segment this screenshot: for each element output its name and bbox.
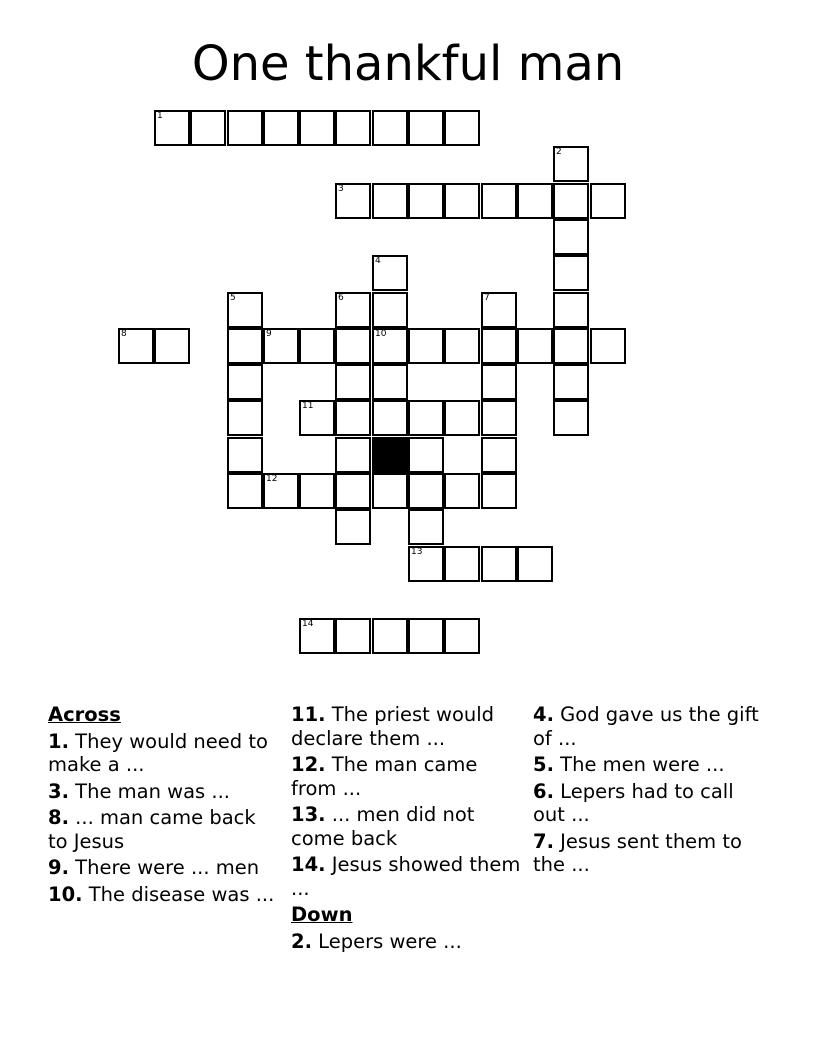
puzzle-title: One thankful man [191,36,625,92]
clue-number: 7. [533,829,554,853]
clue-across-8[interactable] [48,806,278,853]
grid-cell[interactable] [517,546,553,582]
cell-number: 8 [121,329,127,339]
grid-cell[interactable] [335,473,371,509]
grid-cell[interactable] [335,509,371,545]
grid-cell[interactable] [118,328,154,364]
cell-number: 12 [266,474,278,484]
cell-number: 9 [266,329,272,339]
grid-cell[interactable] [590,328,626,364]
grid-cell[interactable] [299,618,335,654]
grid-cell[interactable] [335,292,371,328]
grid-cell[interactable] [590,183,626,219]
grid-cell[interactable] [263,110,299,146]
clue-across-9[interactable] [48,856,278,880]
grid-cell[interactable] [481,292,517,328]
cell-number: 3 [338,184,344,194]
clue-across-3[interactable] [48,780,278,804]
grid-cell[interactable] [408,509,444,545]
cell-number: 1 [157,111,163,121]
cell-number: 6 [338,293,344,303]
clue-column-2 [291,703,521,956]
clue-across-11[interactable] [291,703,521,750]
grid-cell[interactable] [481,183,517,219]
grid-cell[interactable] [263,473,299,509]
grid-cell[interactable] [227,364,263,400]
grid-cell[interactable] [408,546,444,582]
grid-cell[interactable] [372,292,408,328]
cell-number: 14 [302,619,314,629]
grid-cell[interactable] [553,328,589,364]
cell-number: 2 [556,147,562,157]
clue-number: 6. [533,779,554,803]
clue-number: 12. [291,753,326,776]
clue-down-5[interactable] [533,753,763,777]
clue-down-7[interactable] [533,830,763,877]
grid-cell[interactable] [299,110,335,146]
grid-cell[interactable] [408,110,444,146]
grid-cell[interactable] [444,110,480,146]
grid-cell[interactable] [335,183,371,219]
grid-cell[interactable] [335,110,371,146]
clue-number: 4. [533,703,554,726]
grid-cell[interactable] [408,473,444,509]
grid-cell[interactable] [517,183,553,219]
grid-cell[interactable] [227,437,263,473]
grid-cell[interactable] [444,183,480,219]
cell-number: 13 [411,547,423,557]
grid-cell[interactable] [227,110,263,146]
grid-cell[interactable] [481,364,517,400]
grid-cell[interactable] [154,328,190,364]
clue-across-1[interactable] [48,730,278,777]
grid-cell[interactable] [299,328,335,364]
clue-text: Lepers were ... [311,929,462,953]
grid-cell[interactable] [227,328,263,364]
black-square [372,437,408,473]
grid-cell[interactable] [481,546,517,582]
clue-text: The men were ... [553,753,725,776]
grid-cell[interactable] [335,364,371,400]
cell-number: 11 [302,401,314,411]
cell-number: 4 [375,256,381,266]
clue-down-2[interactable] [291,930,521,954]
clue-across-14[interactable] [291,853,521,900]
grid-cell[interactable] [335,437,371,473]
grid-cell[interactable] [444,400,480,436]
clue-across-10[interactable] [48,883,278,907]
clue-number: 1. [48,729,69,753]
clue-text: God gave us the gift of ... [533,703,759,750]
grid-cell[interactable] [154,110,190,146]
grid-cell[interactable] [481,400,517,436]
grid-cell[interactable] [372,400,408,436]
clue-column-3 [533,703,763,880]
across-heading: Across [48,703,121,726]
clue-number: 13. [291,803,326,826]
grid-cell[interactable] [227,473,263,509]
clue-down-6[interactable] [533,780,763,827]
grid-cell[interactable] [481,473,517,509]
grid-cell[interactable] [372,255,408,291]
clue-text: The man came from ... [291,753,478,800]
grid-cell[interactable] [408,400,444,436]
grid-cell[interactable] [444,618,480,654]
grid-cell[interactable] [372,618,408,654]
clue-number: 3. [48,779,69,803]
clue-text: Jesus showed them ... [291,853,521,900]
clue-text: ... men did not come back [291,803,475,850]
grid-cell[interactable] [553,183,589,219]
clue-text: The priest would declare them ... [291,703,495,750]
clue-number: 14. [291,853,326,876]
grid-cell[interactable] [408,183,444,219]
grid-cell[interactable] [553,219,589,255]
clue-across-13[interactable] [291,803,521,850]
grid-cell[interactable] [372,328,408,364]
clue-text: Lepers had to call out ... [533,779,734,826]
clue-text: Jesus sent them to the ... [533,829,742,876]
grid-cell[interactable] [553,292,589,328]
clue-text: There were ... men [68,856,260,879]
cell-number: 7 [484,293,490,303]
clue-text: The disease was ... [82,882,275,906]
grid-cell[interactable] [553,146,589,182]
clue-column-1 [48,703,278,909]
grid-cell[interactable] [408,328,444,364]
down-heading: Down [291,903,353,926]
cell-number: 10 [375,329,387,339]
grid-cell[interactable] [335,328,371,364]
clue-number: 10. [48,882,83,906]
grid-cell[interactable] [481,437,517,473]
grid-cell[interactable] [553,364,589,400]
clue-number: 8. [48,806,69,829]
grid-cell[interactable] [372,183,408,219]
grid-cell[interactable] [227,292,263,328]
clue-text: The man was ... [68,779,231,803]
grid-cell[interactable] [444,473,480,509]
grid-cell[interactable] [444,328,480,364]
grid-cell[interactable] [408,437,444,473]
cell-number: 5 [230,293,236,303]
grid-cell[interactable] [372,473,408,509]
grid-cell[interactable] [372,110,408,146]
clue-across-12[interactable] [291,753,521,800]
grid-cell[interactable] [190,110,226,146]
clue-number: 11. [291,703,326,726]
grid-cell[interactable] [335,618,371,654]
clue-down-4[interactable] [533,703,763,750]
clue-number: 5. [533,753,554,776]
clue-text: ... man came back to Jesus [48,806,256,853]
grid-cell[interactable] [372,364,408,400]
grid-cell[interactable] [299,400,335,436]
grid-cell[interactable] [299,473,335,509]
grid-cell[interactable] [263,328,299,364]
clue-number: 9. [48,856,69,879]
clue-text: They would need to make a ... [48,729,268,776]
grid-cell[interactable] [227,400,263,436]
grid-cell[interactable] [553,255,589,291]
grid-cell[interactable] [408,618,444,654]
grid-cell[interactable] [553,400,589,436]
grid-cell[interactable] [444,546,480,582]
grid-cell[interactable] [517,328,553,364]
grid-cell[interactable] [481,328,517,364]
clue-number: 2. [291,929,312,953]
grid-cell[interactable] [335,400,371,436]
